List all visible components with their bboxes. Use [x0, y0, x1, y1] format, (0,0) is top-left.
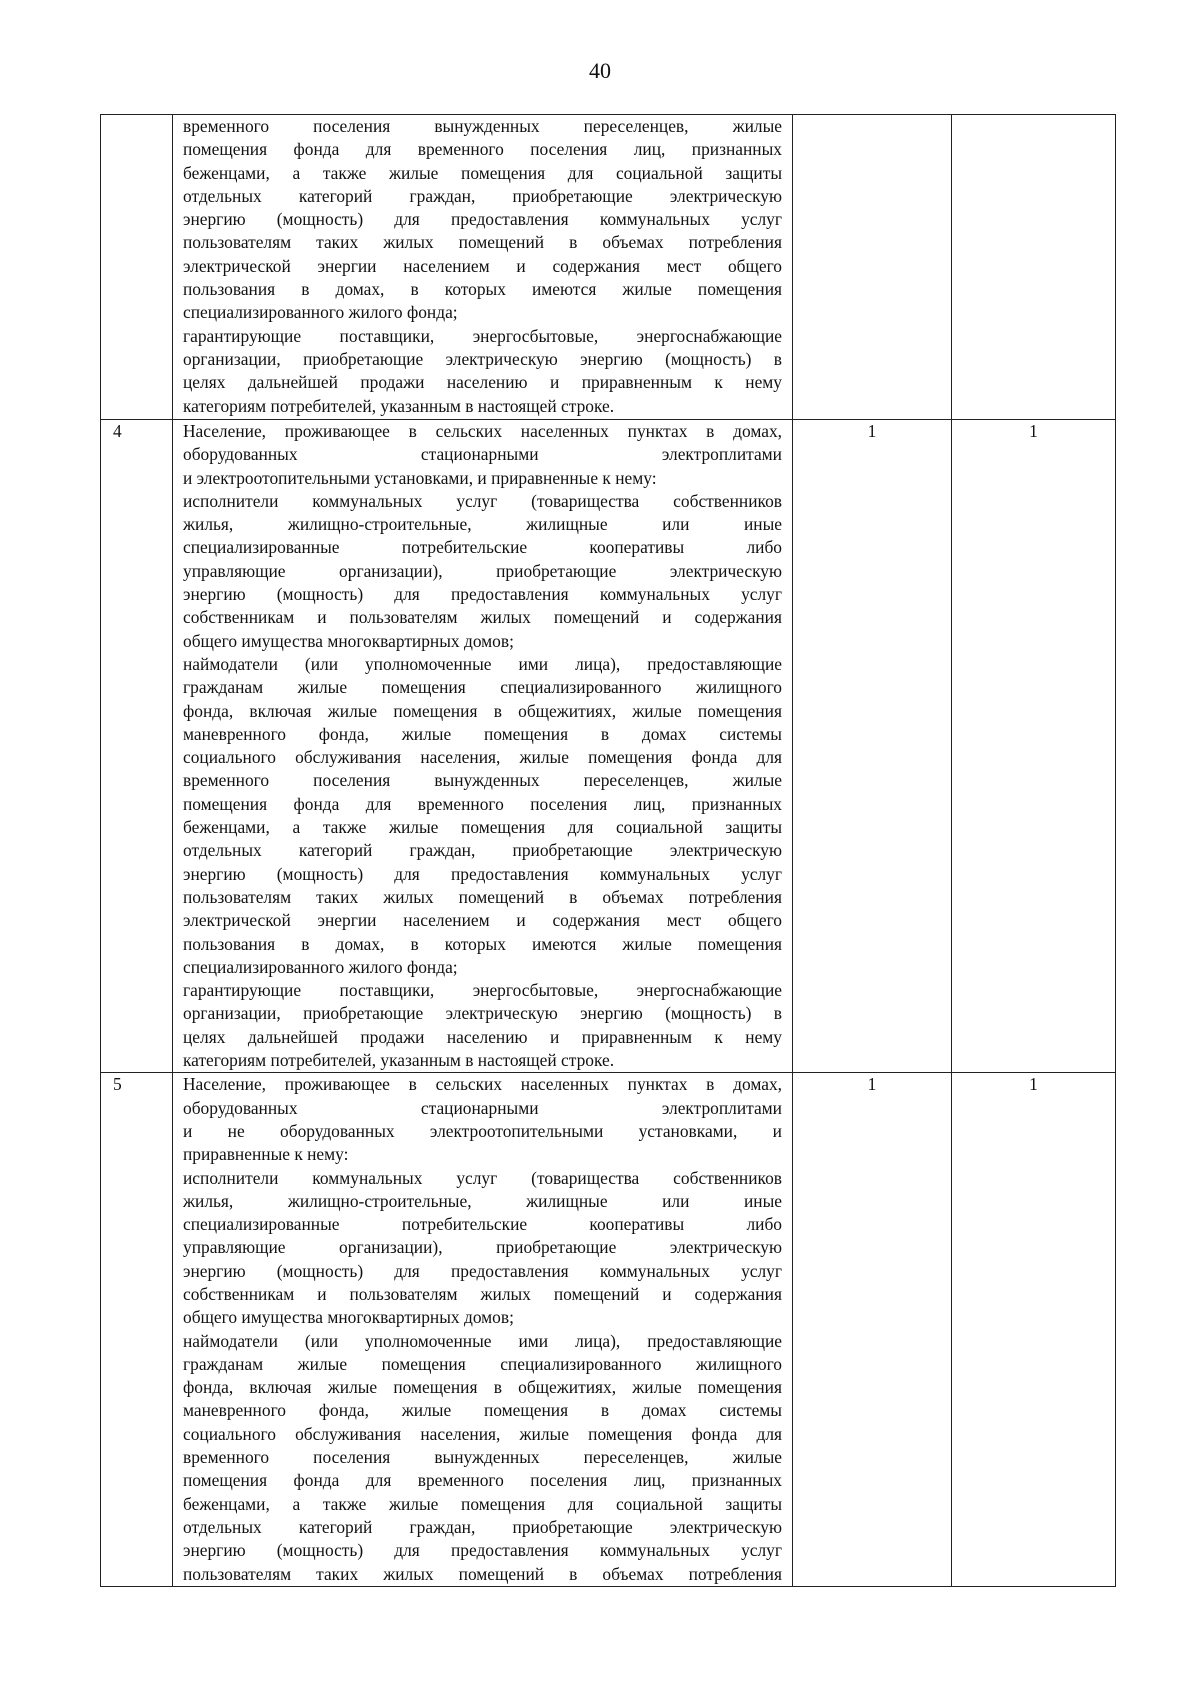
- text-line: помещения фонда для временного поселения лиц, признанных: [183, 793, 782, 814]
- text-line: пользователям таких жилых помещений в объемах потребления: [183, 232, 782, 253]
- text-line: социального обслуживания населения, жилые помещения фонда для: [183, 747, 782, 768]
- text-line: целях дальнейшей продажи населению и приравненным к нему: [183, 372, 782, 393]
- text-line: категориям потребителей, указанным в настоящей строке.: [183, 395, 615, 416]
- row-number-cell: [101, 115, 173, 420]
- text-line: временного поселения вынужденных переселенцев, жилые: [183, 1447, 782, 1468]
- text-line: управляющие организации), приобретающие электрическую: [183, 560, 782, 581]
- text-line: категориям потребителей, указанным в настоящей строке.: [183, 1050, 615, 1071]
- text-line: фонда, включая жилые помещения в общежитиях, жилые помещения: [183, 700, 782, 721]
- row-description-cell: [173, 115, 793, 420]
- table-row: [101, 1073, 1116, 1587]
- text-line: приравненные к нему:: [183, 1144, 349, 1165]
- text-line: энергию (мощность) для предоставления коммунальных услуг: [183, 1540, 782, 1561]
- text-line: Население, проживающее в сельских населенных пунктах в домах,: [183, 1074, 782, 1095]
- text-line: организации, приобретающие электрическую энергию (мощность) в: [183, 1003, 782, 1024]
- text-line: исполнители коммунальных услуг (товарищества собственников: [183, 490, 782, 511]
- row-description: [183, 115, 782, 418]
- text-line: пользователям таких жилых помещений в объемах потребления: [183, 1563, 782, 1584]
- text-line: электрической энергии населением и содержания мест общего: [183, 255, 782, 276]
- text-line: общего имущества многоквартирных домов;: [183, 1307, 514, 1328]
- text-line: и электроотопительными установками, и приравненные к нему:: [183, 467, 657, 488]
- text-line: гарантирующие поставщики, энергосбытовые, энергоснабжающие: [183, 980, 782, 1001]
- text-line: оборудованных стационарными электроплитами: [183, 444, 782, 465]
- text-line: специализированного жилого фонда;: [183, 302, 458, 323]
- text-line: и не оборудованных электроотопительными установками, и: [183, 1120, 782, 1141]
- text-line: оборудованных стационарными электроплитами: [183, 1097, 782, 1118]
- row-value-cell-4: [952, 115, 1116, 420]
- text-line: собственникам и пользователям жилых помещений и содержания: [183, 607, 782, 628]
- text-line: энергию (мощность) для предоставления коммунальных услуг: [183, 584, 782, 605]
- text-line: исполнители коммунальных услуг (товарищества собственников: [183, 1167, 782, 1188]
- text-line: организации, приобретающие электрическую энергию (мощность) в: [183, 348, 782, 369]
- text-line: наймодатели (или уполномоченные ими лица), предоставляющие: [183, 1330, 782, 1351]
- text-line: отдельных категорий граждан, приобретающие электрическую: [183, 1516, 782, 1537]
- text-line: специализированные потребительские кооперативы либо: [183, 537, 782, 558]
- row-number-cell: 4: [101, 420, 173, 1073]
- text-line: энергию (мощность) для предоставления коммунальных услуг: [183, 863, 782, 884]
- text-line: беженцами, а также жилые помещения для социальной защиты: [183, 1493, 782, 1514]
- text-line: целях дальнейшей продажи населению и приравненным к нему: [183, 1026, 782, 1047]
- text-line: временного поселения вынужденных переселенцев, жилые: [183, 116, 782, 136]
- text-line: жилья, жилищно-строительные, жилищные или иные: [183, 514, 782, 535]
- row-value-cell-3: 1: [793, 420, 952, 1073]
- text-line: жилья, жилищно-строительные, жилищные или иные: [183, 1190, 782, 1211]
- text-line: отдельных категорий граждан, приобретающие электрическую: [183, 185, 782, 206]
- text-line: энергию (мощность) для предоставления коммунальных услуг: [183, 1260, 782, 1281]
- text-line: гарантирующие поставщики, энергосбытовые, энергоснабжающие: [183, 325, 782, 346]
- table-row: [101, 420, 1116, 1073]
- text-line: пользователям таких жилых помещений в объемах потребления: [183, 886, 782, 907]
- text-line: беженцами, а также жилые помещения для социальной защиты: [183, 162, 782, 183]
- text-line: специализированного жилого фонда;: [183, 956, 458, 977]
- text-line: гражданам жилые помещения специализированного жилищного: [183, 677, 782, 698]
- text-line: управляющие организации), приобретающие электрическую: [183, 1237, 782, 1258]
- text-line: отдельных категорий граждан, приобретающие электрическую: [183, 840, 782, 861]
- row-value-cell-3: [793, 115, 952, 420]
- table-row: [101, 115, 1116, 420]
- text-line: фонда, включая жилые помещения в общежитиях, жилые помещения: [183, 1377, 782, 1398]
- row-description-cell: [173, 1073, 793, 1587]
- text-line: помещения фонда для временного поселения лиц, признанных: [183, 139, 782, 160]
- page-number: 40: [589, 58, 611, 83]
- text-line: Население, проживающее в сельских населенных пунктах в домах,: [183, 421, 782, 441]
- text-line: помещения фонда для временного поселения лиц, признанных: [183, 1470, 782, 1491]
- text-line: специализированные потребительские кооперативы либо: [183, 1214, 782, 1235]
- text-line: беженцами, а также жилые помещения для социальной защиты: [183, 817, 782, 838]
- text-line: энергию (мощность) для предоставления коммунальных услуг: [183, 209, 782, 230]
- text-line: гражданам жилые помещения специализированного жилищного: [183, 1353, 782, 1374]
- text-line: маневренного фонда, жилые помещения в домах системы: [183, 1400, 782, 1421]
- text-line: временного поселения вынужденных переселенцев, жилые: [183, 770, 782, 791]
- row-description: [183, 1073, 782, 1586]
- row-value-cell-3: 1: [793, 1073, 952, 1587]
- text-line: пользования в домах, в которых имеются жилые помещения: [183, 279, 782, 300]
- row-number-cell: 5: [101, 1073, 173, 1587]
- text-line: электрической энергии населением и содержания мест общего: [183, 910, 782, 931]
- tariff-table: [100, 114, 1116, 1587]
- text-line: социального обслуживания населения, жилые помещения фонда для: [183, 1423, 782, 1444]
- text-line: маневренного фонда, жилые помещения в домах системы: [183, 723, 782, 744]
- row-description: [183, 420, 782, 1072]
- text-line: собственникам и пользователям жилых помещений и содержания: [183, 1283, 782, 1304]
- text-line: общего имущества многоквартирных домов;: [183, 630, 514, 651]
- row-value-cell-4: 1: [952, 420, 1116, 1073]
- text-line: пользования в домах, в которых имеются жилые помещения: [183, 933, 782, 954]
- text-line: наймодатели (или уполномоченные ими лица), предоставляющие: [183, 653, 782, 674]
- row-value-cell-4: 1: [952, 1073, 1116, 1587]
- row-description-cell: [173, 420, 793, 1073]
